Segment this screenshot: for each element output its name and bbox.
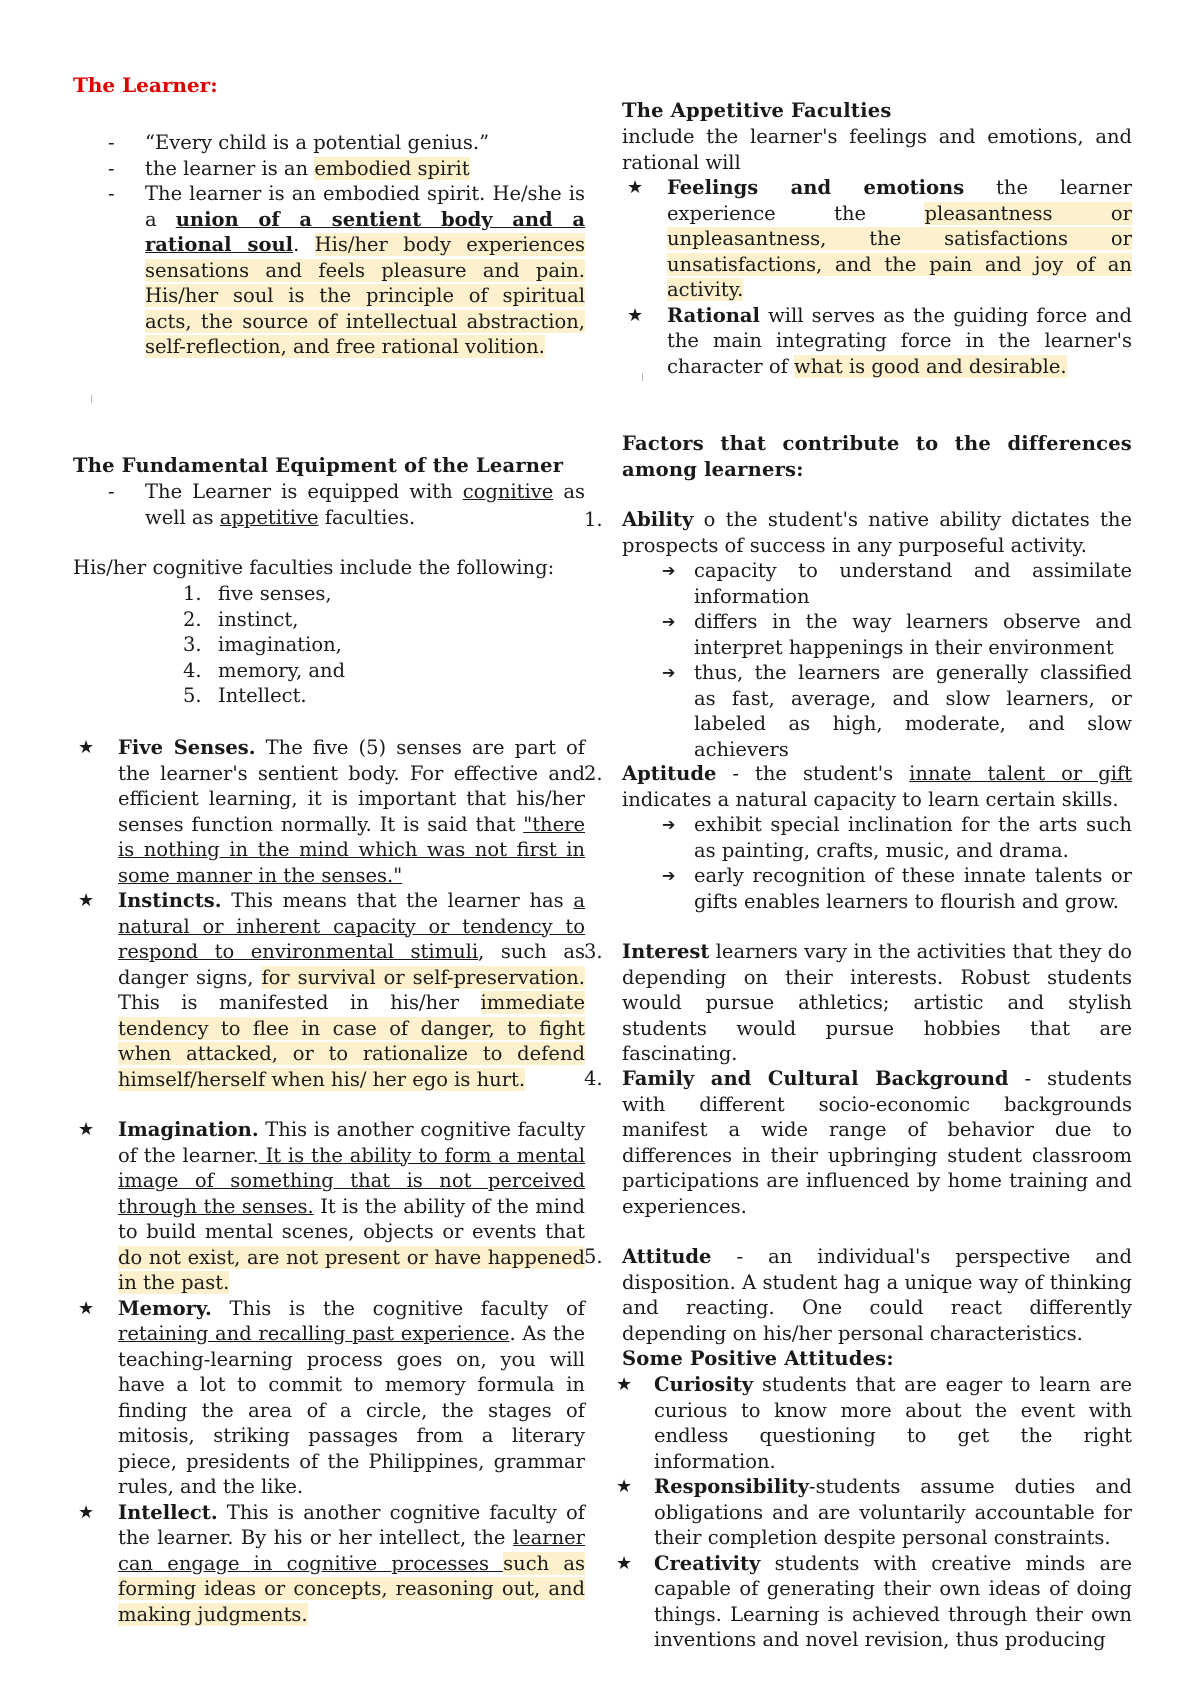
list-item: 3. imagination,: [183, 633, 342, 656]
dash-bullet-icon: -: [108, 182, 115, 205]
factor-interest: 3. Interest learners vary in the activities that they do depending on their interests. Robust students would pursue athletics; artistic and stylish students would pursue hobbies that are fascinating.: [584, 940, 1132, 1065]
factor-ability: 1. Ability o the student's native ability dictates the prospects of success in any purposeful activity. ➔ capacity to understand and assimilate information ➔ differs in the way learners observe and interpret happenings in their environment ➔ thus, the learners are generally classified as fast, average, and slow learners, or labeled as high, moderate, and slow achievers: [584, 508, 1132, 761]
positive-attitudes-title: Some Positive Attitudes:: [622, 1347, 894, 1370]
cognitive-list: [73, 581, 585, 709]
factor-family: 4. Family and Cultural Background - students with different socio-economic backgrounds manifest a wide range of behavior due to differences in their upbringing student classroom participations are influenced by home training and experiences.: [584, 1067, 1132, 1218]
list-item: 5. Intellect.: [183, 684, 307, 707]
factor-attitude: 5. Attitude - an individual's perspective and disposition. A student hag a unique way of thinking and reacting. One could react differently depending on his/her personal characteristics.: [584, 1245, 1132, 1345]
memory-item: ★ Memory. This is the cognitive faculty of retaining and recalling past experience. As the teaching-learning process goes on, you will have a lot to commit to memory formula in finding the area of a circle, the stages of mitosis, striking passages from a literary piece, presidents of the Philippines, grammar rules, and the like.: [78, 1296, 585, 1498]
imagination-item: ★ Imagination. This is another cognitive faculty of the learner. It is the ability to form a mental image of something that is not perceived through the senses. It is the ability of the mind to build mental scenes, objects or events that do not exist, are not present or have happened in the past.: [78, 1118, 585, 1294]
star-bullet-icon: ★: [616, 1476, 633, 1497]
list-item: ➔ capacity to understand and assimilate information: [662, 559, 1132, 608]
list-item: - The Learner is equipped with cognitive as well as appetitive faculties.: [108, 480, 585, 529]
dash-bullet-icon: -: [108, 156, 115, 180]
factors-title: Factors that contribute to the differences among learners:: [622, 432, 1132, 481]
arrow-bullet-icon: ➔: [662, 663, 676, 682]
star-bullet-icon: ★: [78, 1501, 95, 1523]
list-item: 1. five senses,: [183, 582, 332, 605]
arrow-bullet-icon: ➔: [662, 612, 676, 631]
arrow-bullet-icon: ➔: [662, 561, 676, 580]
intellect-item: ★ Intellect. This is another cognitive faculty of the learner. By his or her intellect, the learner can engage in cognitive processes such as forming ideas or concepts, reasoning out, and making judgments.: [78, 1500, 585, 1626]
faculties-list-b: [73, 1117, 585, 1627]
list-item: 2. instinct,: [183, 607, 299, 631]
appetitive-title: The Appetitive Faculties: [622, 99, 892, 122]
faculties-list-a: [73, 735, 585, 1092]
arrow-bullet-icon: ➔: [662, 866, 676, 885]
curiosity-item: ★ Curiosity students that are eager to learn are curious to know more about the event with endless questioning to get the right information.: [616, 1373, 1132, 1473]
list-item: - “Every child is a potential genius.”: [108, 131, 490, 154]
five-senses-item: ★ Five Senses. The five (5) senses are part of the learner's sentient body. For effective and efficient learning, it is important that his/her senses function normally. It is said that "there is nothing in the mind which was not first in some manner in the senses.": [78, 736, 585, 887]
positive-attitudes-list: [616, 1372, 1132, 1653]
responsibility-item: ★ Responsibility-students assume duties and obligations and are voluntarily accountable for their completion despite personal constraints.: [616, 1475, 1132, 1549]
cognitive-intro: His/her cognitive faculties include the following:: [73, 556, 555, 579]
list-item: ➔ exhibit special inclination for the arts such as painting, crafts, music, and drama.: [662, 813, 1132, 862]
dash-bullet-icon: -: [108, 480, 115, 503]
star-bullet-icon: ★: [78, 890, 95, 911]
star-bullet-icon: ★: [78, 1297, 95, 1319]
star-bullet-icon: ★: [627, 304, 644, 326]
fundamental-list: [73, 479, 585, 530]
star-bullet-icon: ★: [627, 177, 644, 198]
star-bullet-icon: ★: [78, 737, 95, 758]
list-item: ➔ thus, the learners are generally classified as fast, average, and slow learners, or labeled as high, moderate, and slow achievers: [662, 661, 1132, 761]
instincts-item: ★ Instincts. This means that the learner has a natural or inherent capacity or tendency to respond to environmental stimuli, such as danger signs, for survival or self-preservation. This is manifested in his/her immediate tendency to flee in case of danger, to fight when attacked, or to rationalize to defend himself/herself when his/ her ego is hurt.: [78, 889, 586, 1091]
dash-bullet-icon: -: [108, 131, 115, 154]
tick-mark: [91, 395, 92, 403]
tick-mark: [642, 373, 643, 381]
learner-intro-list: [73, 130, 585, 360]
aptitude-bullets: [622, 812, 1132, 914]
fundamental-title: The Fundamental Equipment of the Learner: [73, 454, 564, 477]
ability-bullets: [622, 558, 1132, 762]
appetitive-list: [622, 175, 1132, 379]
feelings-item: ★ Feelings and emotions the learner experience the pleasantness or unpleasantness, the satisfactions or unsatisfactions, and the pain and joy of an activity.: [627, 176, 1132, 301]
appetitive-intro: include the learner's feelings and emotions, and rational will: [622, 125, 1132, 174]
list-item: - the learner is an embodied spirit: [108, 156, 470, 180]
creativity-item: ★ Creativity students with creative minds are capable of generating their own ideas of doing things. Learning is achieved through their own inventions and novel revision, thus producing: [616, 1551, 1132, 1651]
list-item: ➔ differs in the way learners observe and interpret happenings in their environment: [662, 610, 1132, 659]
star-bullet-icon: ★: [616, 1552, 633, 1574]
star-bullet-icon: ★: [616, 1374, 633, 1395]
factor-aptitude: 2. Aptitude - the student's innate talent or gift indicates a natural capacity to learn certain skills. ➔ exhibit special inclination for the arts such as painting, crafts, music, and drama. ➔ early recognition of these innate talents or gifts enables learners to flourish and grow.: [584, 762, 1132, 913]
section-title-learner: The Learner:: [73, 73, 218, 97]
rational-item: ★ Rational will serves as the guiding force and the main integrating force in the learner's character of what is good and desirable.: [627, 303, 1132, 378]
list-item: ➔ early recognition of these innate talents or gifts enables learners to flourish and grow.: [662, 864, 1132, 913]
list-item: 4. memory, and: [183, 658, 346, 682]
list-item: - The learner is an embodied spirit. He/she is a union of a sentient body and a rational soul. His/her body experiences sensations and feels pleasure and pain. His/her soul is the principle of spiritual acts, the source of intellectual abstraction, self-reflection, and free rational volition.: [108, 182, 586, 358]
arrow-bullet-icon: ➔: [662, 815, 676, 834]
star-bullet-icon: ★: [78, 1119, 95, 1140]
